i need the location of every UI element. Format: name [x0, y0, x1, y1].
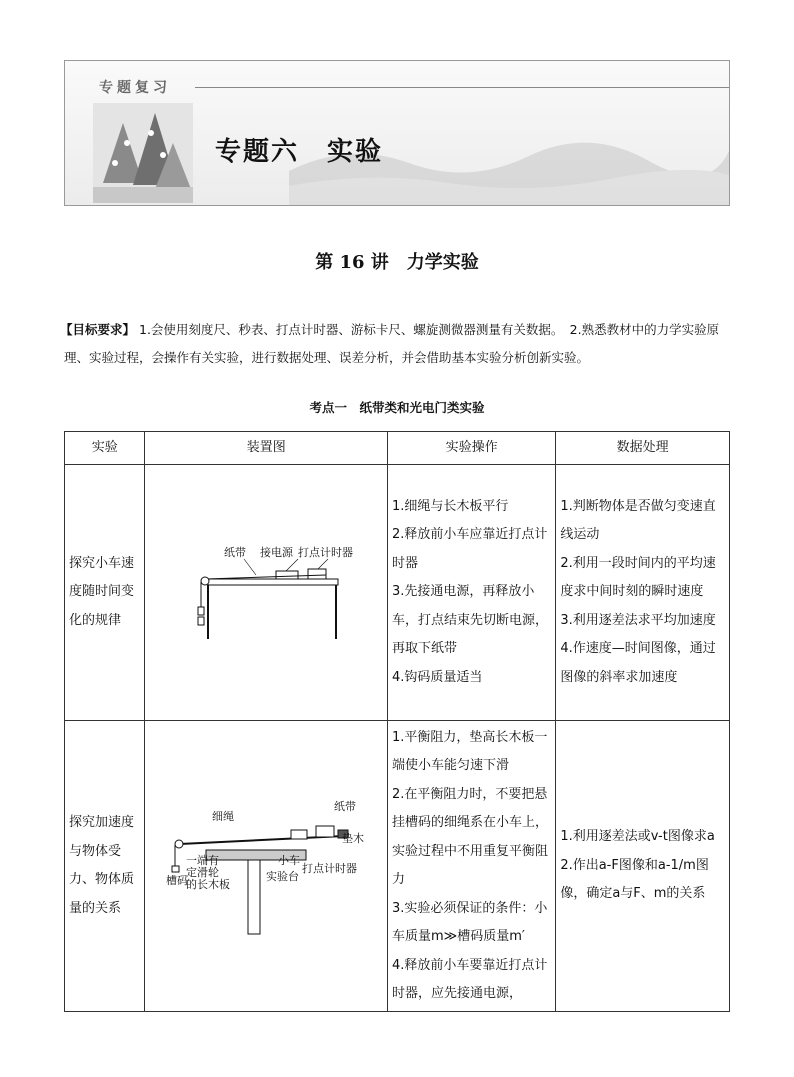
- winter-tree-image: [93, 103, 193, 203]
- operation-step: 2.释放前小车应靠近打点计时器: [391, 527, 548, 571]
- processing-step: 2.作出a-F图像和a-1/m图像，确定a与F、m的关系: [560, 857, 709, 902]
- header-operations: 实验操作: [387, 432, 555, 465]
- operation-step: 1.细绳与长木板平行: [391, 498, 509, 514]
- section-title: 考点一 纸带类和光电门类实验: [309, 400, 485, 415]
- lecture-title: 第 16 讲 力学实验: [315, 252, 479, 273]
- table-header-row: [65, 432, 730, 465]
- header-data-processing: 数据处理: [556, 432, 730, 465]
- label-bench: 实验台: [266, 870, 300, 883]
- label-rope: 细绳: [212, 810, 235, 823]
- label-tape: 纸带: [224, 545, 247, 559]
- apparatus-diagram-cell: [145, 721, 387, 1012]
- objectives-text: 1.会使用刻度尺、秒表、打点计时器、游标卡尺、螺旋测微器测量有关数据。 2.熟悉教材中的力学实验原理、实验过程，会操作有关实验，进行数据处理、误差分析，并会借助基本实验分析创新实验。: [64, 322, 720, 365]
- table-row: [65, 465, 730, 721]
- data-processing-cell: [556, 465, 730, 721]
- experiment-name: 探究加速度与物体受力、物体质量的关系: [65, 721, 145, 1012]
- processing-step: 4.作速度—时间图像，通过图像的斜率求加速度: [560, 641, 716, 685]
- label-power: 接电源: [260, 545, 294, 559]
- label-block: 垫木: [342, 832, 365, 845]
- velocity-apparatus-diagram: [186, 545, 354, 641]
- data-processing-cell: [556, 721, 730, 1012]
- acceleration-apparatus-diagram: [166, 796, 366, 936]
- experiment-table: [64, 431, 730, 1012]
- header-diagram: 装置图: [145, 432, 387, 465]
- label-board-line2: 定滑轮: [186, 866, 220, 879]
- label-board-line3: 的长木板: [186, 878, 231, 891]
- operation-step: 3.先接通电源，再释放小车，打点结束先切断电源，再取下纸带: [391, 584, 548, 657]
- objectives-paragraph: [60, 316, 730, 372]
- operations-cell: [387, 721, 555, 1012]
- processing-step: 1.判断物体是否做匀变速直线运动: [560, 498, 716, 543]
- chapter-title: 专题六 实验: [215, 137, 384, 167]
- operations-cell: [387, 465, 555, 721]
- operation-step: 1.平衡阻力，垫高长木板一端使小车能匀速下滑: [391, 729, 548, 773]
- apparatus-diagram-cell: [145, 465, 387, 721]
- processing-step: 2.利用一段时间内的平均速度求中间时刻的瞬时速度: [560, 555, 716, 600]
- label-timer: 打点计时器: [298, 545, 354, 559]
- objectives-label: 【目标要求】: [60, 322, 136, 337]
- header-experiment: 实验: [65, 432, 145, 465]
- banner-divider: [195, 87, 729, 88]
- operation-step: 2.在平衡阻力时，不要把悬挂槽码的细绳系在小车上，实验过程中不用重复平衡阻力: [391, 786, 548, 887]
- operation-step: 3.实验必须保证的条件：小车质量m≫槽码质量m′: [391, 900, 548, 944]
- experiment-name: 探究小车速度随时间变化的规律: [65, 465, 145, 721]
- operation-step: 4.释放前小车要靠近打点计时器，应先接通电源，: [391, 957, 548, 1001]
- table-row: [65, 721, 730, 1012]
- processing-step: 3.利用逐差法求平均加速度: [560, 612, 716, 628]
- processing-step: 1.利用逐差法或v-t图像求a: [560, 829, 715, 845]
- operation-step: 4.钩码质量适当: [391, 669, 483, 685]
- label-tape: 纸带: [334, 800, 357, 813]
- chapter-banner: [64, 60, 730, 206]
- label-weight: 槽码: [166, 874, 189, 887]
- banner-tag: 专题复习: [99, 80, 171, 96]
- label-timer: 打点计时器: [302, 862, 358, 875]
- label-cart: 小车: [278, 854, 301, 867]
- label-board-line1: 一端有: [186, 854, 220, 867]
